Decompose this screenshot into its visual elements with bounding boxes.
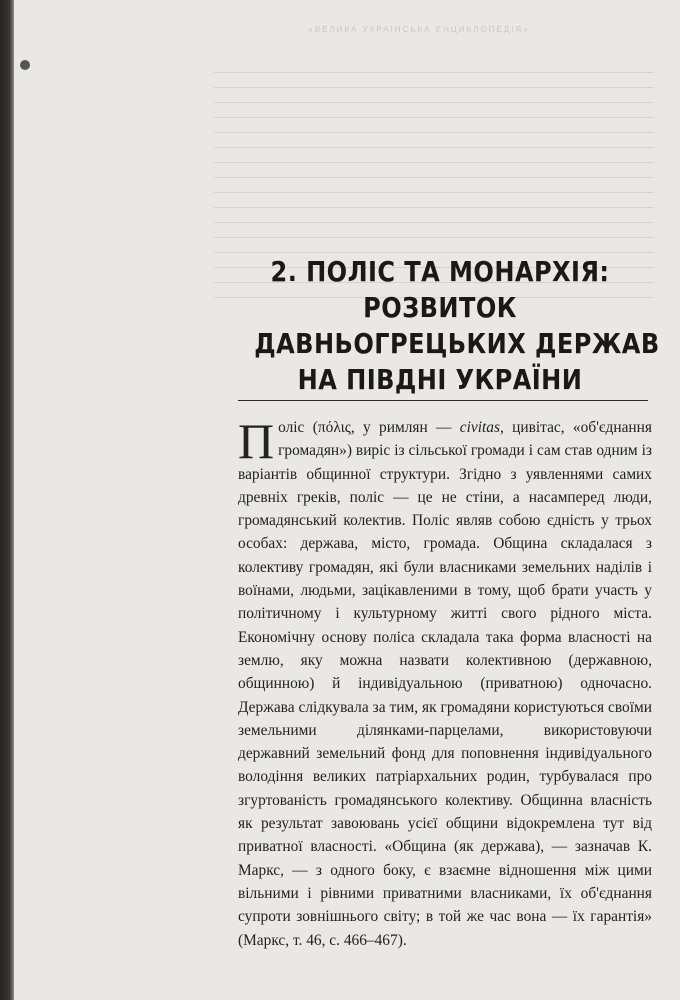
book-page — [14, 0, 680, 1000]
title-rule — [238, 400, 648, 401]
chapter-title-line-4: НА ПІВДНІ УКРАЇНИ — [297, 363, 583, 396]
chapter-title-line-3: ДАВНЬОГРЕЦЬКИХ ДЕРЖАВ — [254, 327, 660, 360]
intro-text: оліс (πόλις, у римлян — — [278, 419, 460, 436]
page-gutter-shadow — [0, 0, 14, 1000]
latin-term: civitas — [459, 419, 500, 436]
drop-cap: П — [238, 413, 275, 469]
binding-hole-mark — [20, 60, 30, 70]
chapter-title-line-2: РОЗВИТОК — [363, 291, 517, 324]
paragraph-text: Згідно з уявленнями самих древніх греків, поліс — це не стіни, а насамперед люди, громадянський колектив. Поліс являв собою єдність у трьох особах: держава, місто, громада. Община складалася з колективу громадян, які були власниками земельних наділів і воїнами, людьми, зацікавленими в тому, щоб брати участь у політичному і культурному житті свого рідного міста. Економічну основу поліса складала така форма власності на землю, яку можна назвати колективною (державною, общинною) й індивідуальною (приватною) одночасно. Держава слідкувала за тим, як громадяни користуються своїми земельними ділянками-парцелами, використовуючи державний земельний фонд для поповнення індивідуального володіння великих патріархальних родин, турбувалася про згуртованість громадянського колективу. Общинна власність як результат завоювань усієї общини відокремлена тут від приватної власності. «Община (як держава), — зазначав К. Маркс, — з одного боку, є взаємне відношення між цими вільними і рівними приватними власниками, їх об'єднання супроти зовнішнього світу; в той же час вона — їх гарантія» (Маркс, т. 46, с. 466–467). — [238, 465, 652, 949]
chapter-title-line-1: 2. ПОЛІС ТА МОНАРХІЯ: — [270, 255, 610, 288]
intro-text-continued: , цивітас, «об'єднання громадян») виріс із сільської громади і сам став одним із варіантів общинної структури. — [238, 419, 652, 483]
chapter-title — [254, 254, 660, 398]
running-header: «ВЕЛИКА УКРАЇНСЬКА ЕНЦИКЛОПЕДІЯ» — [308, 25, 530, 34]
body-paragraph — [238, 413, 652, 952]
